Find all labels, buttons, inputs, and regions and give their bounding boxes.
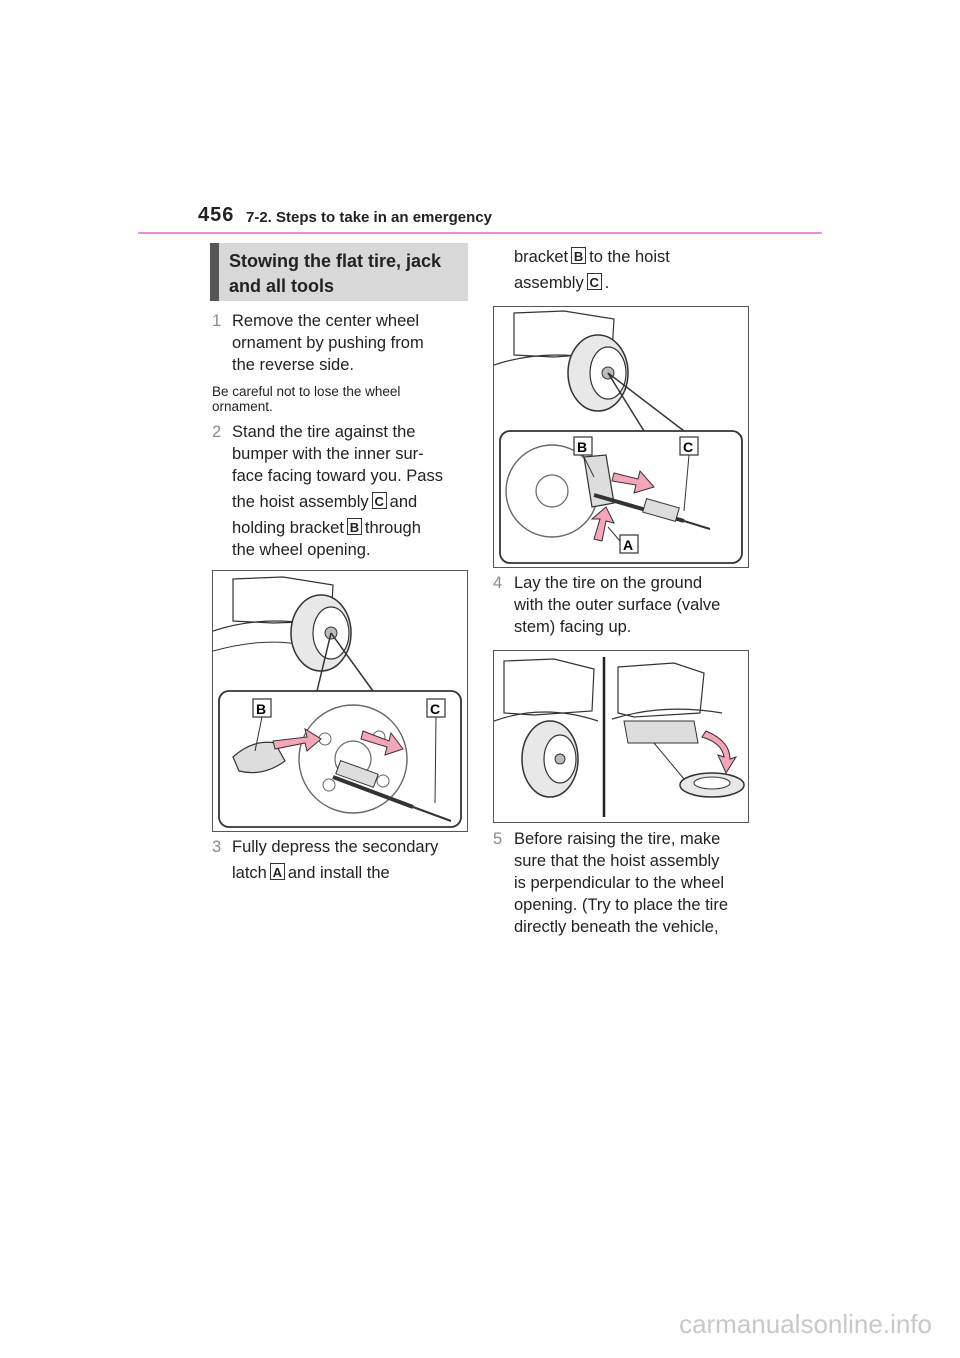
figure-2-label-a: A xyxy=(623,537,634,553)
figure-latch-install xyxy=(493,306,749,568)
step-3-text-right xyxy=(514,246,670,294)
figure-1-illustration xyxy=(213,571,467,831)
label-c: C xyxy=(372,492,387,509)
step-1-number: 1 xyxy=(212,312,222,330)
heading-line-1: Stowing the flat tire, jack xyxy=(229,251,442,271)
label-b: B xyxy=(571,247,586,264)
step-2-line-1: Stand the tire against the xyxy=(232,423,416,441)
label-c: C xyxy=(587,273,602,290)
step-2-line-6: the wheel opening. xyxy=(232,541,371,559)
step-5-number: 5 xyxy=(493,830,503,848)
label-b: B xyxy=(347,518,362,535)
figure-1-label-b: B xyxy=(256,701,267,717)
step-2-line-5: holding bracket B through xyxy=(232,519,421,537)
step-1-text xyxy=(232,310,424,376)
step-3-line-1: Fully depress the secondary xyxy=(232,838,439,856)
step-2-number: 2 xyxy=(212,423,222,441)
step-5-text xyxy=(514,828,728,938)
section-title: 7-2. Steps to take in an emergency xyxy=(246,209,492,226)
figure-2-illustration xyxy=(494,307,748,567)
step-2-line-2: bumper with the inner sur- xyxy=(232,445,424,463)
note-line-2: ornament. xyxy=(212,399,273,414)
note-line-1: Be careful not to lose the wheel xyxy=(212,384,401,399)
figure-lay-tire-down xyxy=(493,650,749,823)
step-4-line-3: stem) facing up. xyxy=(514,618,632,636)
step-2-line-3: face facing toward you. Pass xyxy=(232,467,443,485)
step-2-line-4: the hoist assembly C and xyxy=(232,493,418,511)
header-divider xyxy=(138,232,822,234)
watermark: carmanualsonline.info xyxy=(679,1309,932,1339)
figure-2-label-c: C xyxy=(683,439,694,455)
step-3-text-left xyxy=(232,836,438,884)
step-1-line-2: ornament by pushing from xyxy=(232,334,424,352)
figure-hoist-through-wheel xyxy=(212,570,468,832)
step-3-line-3: bracket B to the hoist xyxy=(514,248,670,266)
step-1-line-1: Remove the center wheel xyxy=(232,312,420,330)
step-5-line-5: directly beneath the vehicle, xyxy=(514,918,719,936)
step-4-line-1: Lay the tire on the ground xyxy=(514,574,703,592)
section-heading xyxy=(210,243,468,301)
step-3-line-2: latch A and install the xyxy=(232,864,390,882)
figure-3-illustration xyxy=(494,651,748,822)
step-5-line-1: Before raising the tire, make xyxy=(514,830,721,848)
step-3-line-4: assembly C . xyxy=(514,274,610,292)
step-5-line-4: opening. (Try to place the tire xyxy=(514,896,729,914)
figure-2-label-b: B xyxy=(577,439,588,455)
step-5-line-2: sure that the hoist assembly xyxy=(514,852,720,870)
figure-1-label-c: C xyxy=(430,701,441,717)
step-4-number: 4 xyxy=(493,574,503,592)
step-4-line-2: with the outer surface (valve xyxy=(514,596,721,614)
label-a: A xyxy=(270,863,285,880)
step-1-line-3: the reverse side. xyxy=(232,356,354,374)
step-5-line-3: is perpendicular to the wheel xyxy=(514,874,725,892)
step-2-text xyxy=(232,421,443,561)
step-3-number: 3 xyxy=(212,838,222,856)
wheel-ornament-note xyxy=(212,384,400,414)
heading-line-2: and all tools xyxy=(229,276,335,296)
step-4-text xyxy=(514,572,720,638)
page-number: 456 xyxy=(198,204,235,226)
